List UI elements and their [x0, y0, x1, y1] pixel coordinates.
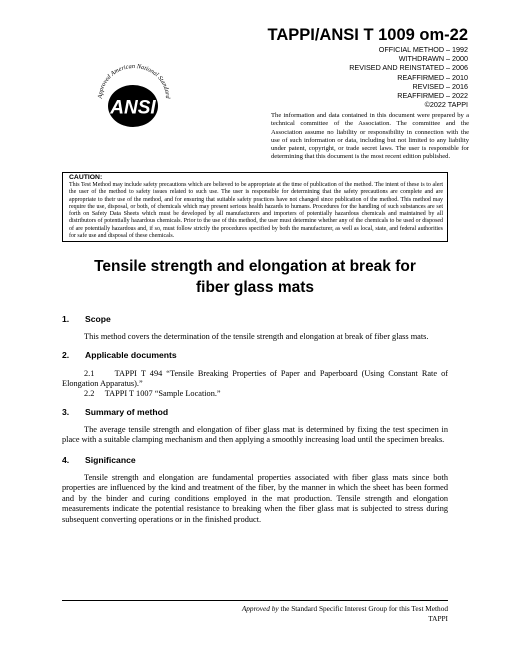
logo-arc-text: Approved American National Standard — [96, 62, 172, 99]
approved-by-label: Approved by — [241, 604, 279, 613]
document-item — [84, 389, 448, 399]
footer-org: TAPPI — [428, 614, 448, 623]
history-line: REAFFIRMED – 2010 — [397, 72, 468, 82]
approval-text: the Standard Specific Interest Group for this Test Method — [278, 604, 448, 613]
item-number: 2.2 — [84, 389, 95, 398]
history-line: ©2022 TAPPI — [424, 100, 468, 110]
section-title: Significance — [85, 455, 136, 465]
item-text: TAPPI T 1007 “Sample Location.” — [104, 389, 221, 398]
logo-mark-text: ANSI — [110, 97, 156, 119]
section-title: Summary of method — [85, 407, 169, 417]
section-text: The average tensile strength and elongation of fiber glass mat is determined by fixing the test specimen in place with a suitable clamping mechanism and then applying a smoothly increasing load until the specimen breaks. — [62, 425, 448, 445]
section-title: Applicable documents — [85, 350, 177, 360]
standard-id: TAPPI/ANSI T 1009 om-22 — [267, 26, 468, 44]
section-text: Tensile strength and elongation are fundamental properties associated with fiber glass mats since both properties are influenced by the kind and treatment of the fiber, by the manner in which the sheet has been formed and by the binder and curing conditions employed in the mat production. Tensile strength and elongation measurements indicate the potential resistance to breaking when the fiber glass mat is subjected to stress during subsequent converting operations or in the finished product. — [62, 473, 448, 524]
caution-body: This Test Method may include safety precautions which are believed to be appropriate at the time of publication of the method. The intent of these is to alert the user of the method to safety issues related to such use. The user is responsible for determining that the safety precautions are complete and are appropriate to their use of the method, and for ensuring that suitable safety practices have not changed since publication of the method. This method may require the use, disposal, or both, of chemicals which may present serious health hazards to humans. Procedures for the handling of such substances are set forth on Safety Data Sheets which must be developed by all manufacturers and importers of potentially hazardous chemicals and maintained by all distributors of potentially hazardous chemicals. Prior to the use of this method, the user must determine whether any of the chemicals to be used or disposed of are potentially hazardous and, if so, must follow strictly the procedures specified by both the manufacturer, as well as local, state, and federal authorities for safe use and disposal of these chemicals. — [69, 182, 443, 240]
item-number: 2.1 — [84, 369, 95, 378]
history-line: OFFICIAL METHOD – 1992 — [378, 45, 468, 54]
footer-rule — [62, 600, 448, 601]
page-title: Tensile strength and elongation at break for fiber glass mats — [94, 258, 416, 296]
history-line: REVISED – 2016 — [412, 81, 468, 91]
ansi-logo — [88, 54, 180, 132]
section-text: This method covers the determination of the tensile strength and elongation at break of fiber glass mats. — [84, 332, 429, 341]
section-title: Scope — [85, 314, 111, 324]
history-line: REVISED AND REINSTATED – 2006 — [349, 63, 468, 73]
disclaimer: The information and data contained in this document were prepared by a technical committee of the Association. The committee and the Association assume no liability or responsibility in connection with the use of such information or data, including but not limited to any liability under patent, copyright, or trade secret laws. The user is responsible for determining that this document is the most recent edition published. — [271, 112, 469, 161]
history-line: WITHDRAWN – 2000 — [398, 54, 468, 64]
approval-line — [200, 604, 448, 614]
section-number: 1. — [62, 314, 70, 324]
section-number: 4. — [62, 455, 70, 465]
caution-box — [62, 172, 448, 242]
caution-title: CAUTION: — [69, 174, 103, 181]
history-line: REAFFIRMED – 2022 — [397, 91, 468, 101]
revision-history — [290, 45, 468, 109]
footer — [200, 604, 448, 624]
item-text: TAPPI T 494 “Tensile Breaking Properties of Paper and Paperboard (Using Constant Rate of Elongation Apparatus).” — [62, 369, 448, 389]
section-number: 2. — [62, 350, 70, 360]
section-number: 3. — [62, 407, 70, 417]
document-item — [62, 369, 448, 390]
